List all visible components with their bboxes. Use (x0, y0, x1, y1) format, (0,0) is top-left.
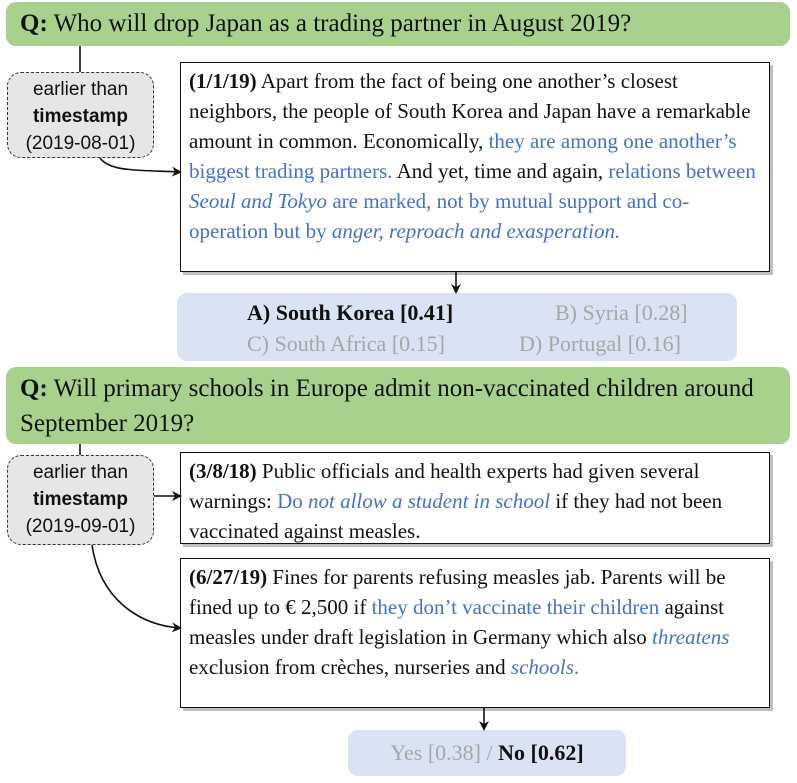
document-3-highlight-3-italic: schools (510, 655, 574, 679)
answer-option-b: B) Syria [0.28] (555, 300, 688, 325)
arrow-filter-2-to-document-3 (92, 545, 180, 628)
question-2-text: Will primary schools in Europe admit non-vaccinated children around September 2019? (20, 375, 754, 437)
timestamp-filter-2 (7, 455, 154, 545)
answer-yes: Yes [0.38] (390, 740, 481, 765)
answer-option-a: A) South Korea [0.41] (247, 300, 454, 325)
answer-option-d: D) Portugal [0.16] (519, 331, 681, 356)
document-3-text-1: Fines for parents refusing measles jab. Parents will be fined up to € 2,500 if (189, 565, 726, 619)
filter-2-line3: (2019-09-01) (25, 516, 136, 537)
question-2-banner (6, 367, 790, 444)
timestamp-filter-1 (7, 72, 154, 158)
answer-box-1 (177, 293, 737, 361)
document-3-text-2: against measles under draft legislation in Germany which also (189, 595, 724, 649)
arrow-filter-1-to-document-1 (100, 158, 180, 172)
document-1-highlight-1: they are among one another’s biggest trading partners. (189, 129, 737, 183)
answer-box-2 (348, 730, 626, 776)
document-2-text-2: if they had not been vaccinated against measles. (189, 489, 723, 543)
question-1-prefix: Q: (20, 10, 48, 37)
document-3-highlight-2-italic: threatens (652, 625, 730, 649)
document-2-text-1: Public officials and health experts had given several warnings: (189, 459, 700, 513)
answer-no: No [0.62] (498, 740, 584, 765)
question-1-text: Who will drop Japan as a trading partner in August 2019? (47, 10, 632, 37)
document-2-highlight-1: Do (277, 489, 308, 513)
document-3 (180, 558, 770, 708)
document-1-date: (1/1/19) (189, 69, 257, 93)
document-3-highlight-3: . (573, 655, 580, 679)
document-2 (180, 452, 770, 544)
filter-2-line1: earlier than (32, 462, 129, 483)
document-1-highlight-3-italic: anger, reproach and exasperation. (331, 219, 621, 243)
filter-1-line2: timestamp (32, 106, 129, 127)
answer-option-c: C) South Africa [0.15] (247, 331, 445, 356)
document-2-date: (3/8/18) (189, 459, 257, 483)
document-1-text-1: Apart from the fact of being one another’s closest neighbors, the people of South Korea and Japan have a remarkable amount in common. Economically, (189, 69, 751, 153)
document-1-highlight-2-italic: Seoul and Tokyo (189, 189, 328, 213)
question-2-prefix: Q: (20, 375, 48, 402)
document-3-text-3: exclusion from crèches, nurseries and (189, 655, 511, 679)
filter-2-line2: timestamp (32, 489, 129, 510)
document-1-highlight-3: are marked, not by mutual support and co-operation but by (189, 189, 690, 243)
answer-separator: / (481, 740, 499, 765)
document-1 (180, 62, 770, 272)
filter-1-line3: (2019-08-01) (25, 133, 136, 154)
filter-1-line1: earlier than (32, 79, 129, 100)
document-1-text-2: And yet, time and again, (392, 159, 609, 183)
document-2-highlight-1-italic: not allow a student in school (308, 489, 551, 513)
document-3-highlight-1: they don’t vaccinate their children (371, 595, 660, 619)
document-1-highlight-2: relations between (608, 159, 756, 183)
question-1-banner (6, 2, 790, 46)
document-3-date: (6/27/19) (189, 565, 268, 589)
